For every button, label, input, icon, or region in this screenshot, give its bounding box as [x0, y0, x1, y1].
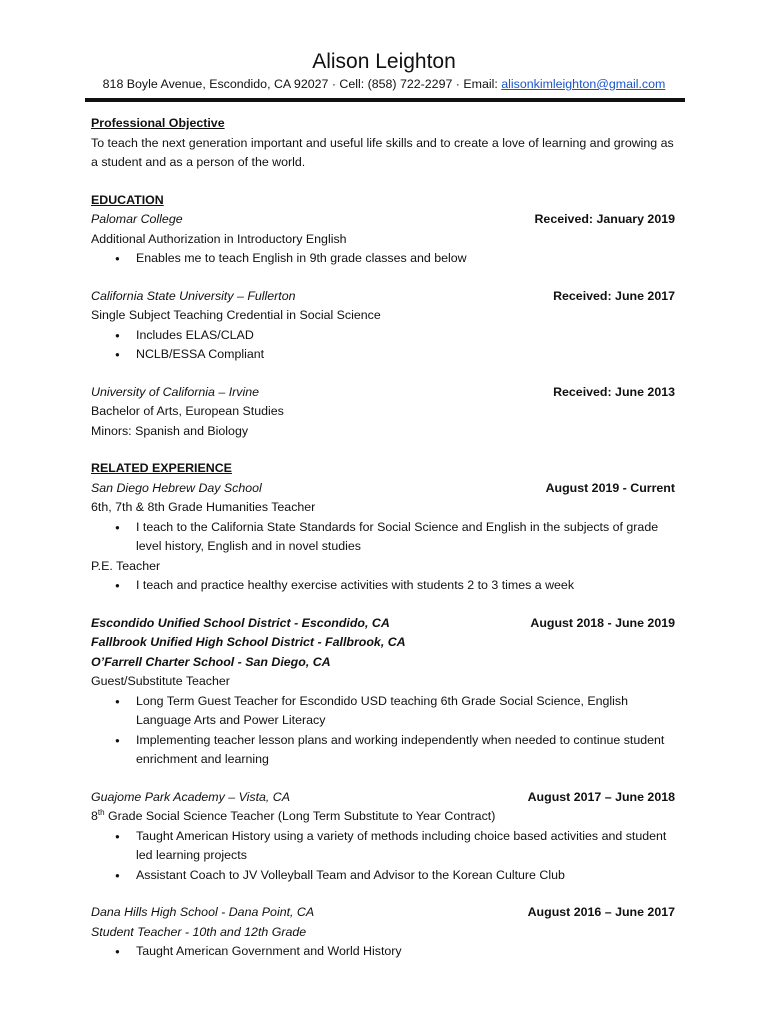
header-divider [85, 98, 685, 102]
employer-name: Guajome Park Academy – Vista, CA [91, 789, 291, 804]
degree-line: Minors: Spanish and Biology [91, 423, 249, 438]
bullet-item: ● Assistant Coach to JV Volleyball Team and Advisor to the Korean Culture Club [91, 866, 681, 886]
experience-entry [91, 614, 681, 770]
bullet-item: ● Implementing teacher lesson plans and working independently when needed to continue student enrichment and learning [91, 731, 681, 770]
bullet-item: ● I teach and practice healthy exercise activities with students 2 to 3 times a week [91, 576, 681, 596]
bullet-item: ● Long Term Guest Teacher for Escondido USD teaching 6th Grade Social Science, English Language Arts and Power Literacy [91, 692, 681, 731]
school-name: California State University – Fullerton [91, 288, 296, 303]
received-date: Received: January 2019 [534, 212, 675, 226]
job-title-text: Grade Social Science Teacher (Long Term Substitute to Year Contract) [104, 809, 496, 823]
employer-name: Escondido Unified School District - Escondido, CA [91, 615, 390, 630]
degree-line: Additional Authorization in Introductory English [91, 231, 347, 246]
objective-text: To teach the next generation important and useful life skills and to create a love of learning and growing as a student and as a person of the world. [91, 135, 674, 169]
contact-details: 818 Boyle Avenue, Escondido, CA 92027 · Cell: (858) 722-2297 · Email: [102, 77, 502, 91]
bullet-item: ● NCLB/ESSA Compliant [91, 345, 681, 365]
received-date: Received: June 2017 [553, 288, 675, 303]
school-name: Palomar College [91, 212, 183, 226]
employment-dates: August 2019 - Current [545, 480, 675, 495]
job-title: 6th, 7th & 8th Grade Humanities Teacher [91, 500, 316, 514]
bullet-item: ● Includes ELAS/CLAD [91, 326, 681, 346]
bullet-item: ● Taught American Government and World History [91, 942, 681, 962]
email-link[interactable]: alisonkimleighton@gmail.com [501, 77, 666, 91]
employment-dates: August 2018 - June 2019 [530, 615, 675, 630]
contact-line [0, 76, 768, 92]
ordinal-suffix: th [97, 807, 105, 817]
employer-name: Fallbrook Unified High School District - Fallbrook, CA [91, 635, 406, 649]
job-title: Student Teacher - 10th and 12th Grade [91, 924, 307, 939]
employment-dates: August 2017 – June 2018 [527, 789, 675, 804]
employer-name: Dana Hills High School - Dana Point, CA [91, 905, 315, 919]
objective-heading: Professional Objective [91, 116, 225, 130]
education-entry [91, 210, 681, 269]
experience-entry [91, 479, 681, 596]
education-heading: EDUCATION [91, 192, 164, 207]
applicant-name: Alison Leighton [312, 50, 456, 73]
resume-body [91, 114, 681, 962]
education-entry [91, 383, 681, 442]
employer-name: O’Farrell Charter School - San Diego, CA [91, 654, 331, 669]
bullet-item: ● Taught American History using a variety of methods including choice based activities and student led learning projects [91, 827, 681, 866]
bullet-item: ● I teach to the California State Standards for Social Science and English in the subjects of grade level history, English and in novel studies [91, 518, 681, 557]
grade-ordinal: 8 [91, 809, 98, 823]
employer-name: San Diego Hebrew Day School [91, 480, 262, 495]
received-date: Received: June 2013 [553, 384, 675, 399]
experience-heading: RELATED EXPERIENCE [91, 461, 232, 475]
school-name: University of California – Irvine [91, 384, 260, 399]
experience-entry [91, 903, 681, 962]
degree-line: Single Subject Teaching Credential in Social Science [91, 308, 381, 322]
job-title: Guest/Substitute Teacher [91, 674, 230, 688]
bullet-item: ● Enables me to teach English in 9th grade classes and below [91, 249, 681, 269]
employment-dates: August 2016 – June 2017 [527, 905, 675, 919]
degree-line: Bachelor of Arts, European Studies [91, 404, 284, 418]
job-title: P.E. Teacher [91, 558, 161, 573]
job-title [91, 807, 681, 827]
education-entry [91, 287, 681, 365]
experience-entry [91, 788, 681, 886]
